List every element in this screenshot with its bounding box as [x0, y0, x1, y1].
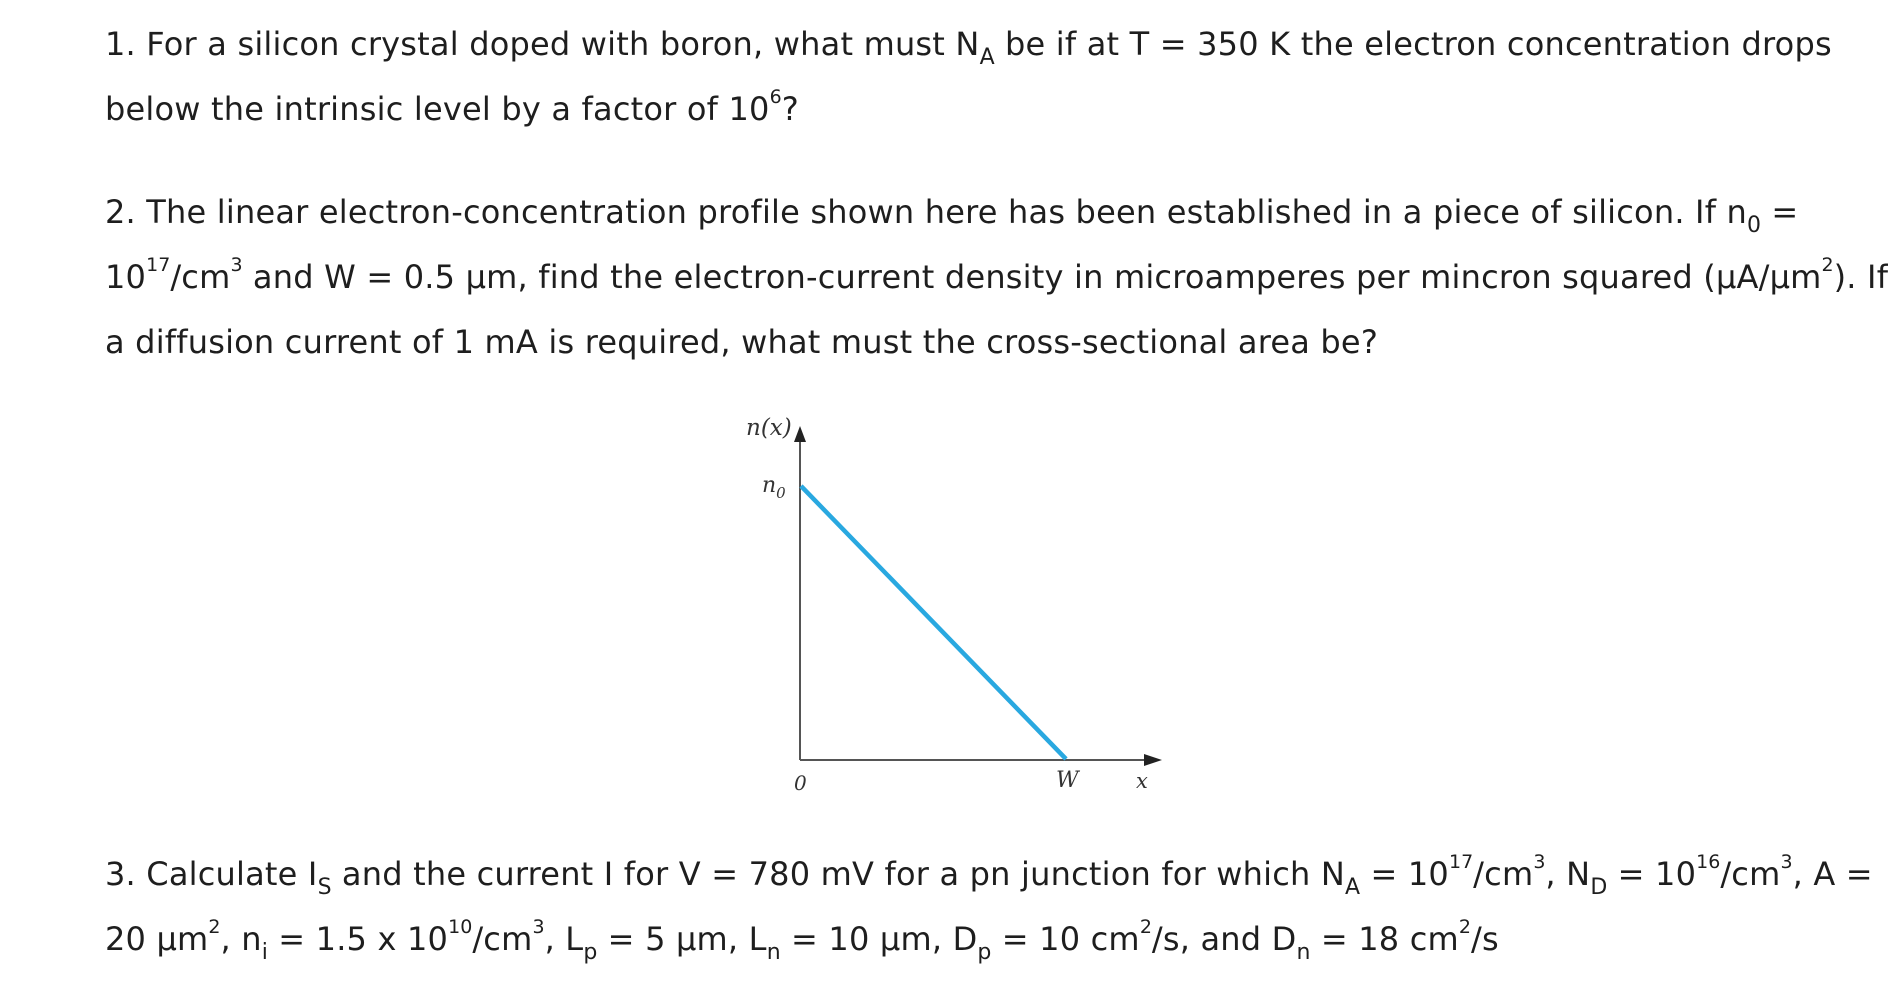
electron-profile-figure	[730, 408, 1180, 798]
y-tick-n0-label: $n_0$	[762, 473, 786, 502]
x-axis-label: x	[1136, 769, 1148, 793]
x-axis-arrow	[1144, 754, 1162, 766]
q1-line-1: 1. For a silicon crystal doped with boron, what must $N_A$ be if at T = 350 K the electron concentration drops	[105, 25, 1832, 70]
y-axis-label: n(x)	[746, 415, 792, 441]
q2-line-1: 2. The linear electron-concentration profile shown here has been established in a piece of silicon. If $n_0$ =	[105, 193, 1799, 238]
q2-line-2: $10^{17}/cm^3$ and W = 0.5 µm, find the electron-current density in microamperes per mincron squared (µA/µm$^2$). If	[105, 254, 1888, 296]
q3-line-1: 3. Calculate $I_S$ and the current I for V = 780 mV for a pn junction for which $N_A = 10^{17}/cm^3$, $N_D = 10^{16}/cm^3$, A =	[105, 851, 1873, 900]
x-origin-label: 0	[794, 771, 807, 795]
q3-line-2: 20 µm$^2$, $n_i = 1.5$ x $10^{10}/cm^3$, $L_p = 5$ µm, $L_n = 10$ µm, $D_p = 10$ $cm^2/s$, and $D_n = 18$ $cm^2/s$	[105, 916, 1499, 965]
q2-line-3: a diffusion current of 1 mA is required, what must the cross-sectional area be?	[105, 323, 1379, 361]
y-axis-arrow	[794, 426, 806, 442]
x-tick-w-label: W	[1056, 768, 1079, 793]
q1-line-2: below the intrinsic level by a factor of $10^6$?	[105, 86, 799, 128]
concentration-profile-line	[801, 486, 1066, 759]
